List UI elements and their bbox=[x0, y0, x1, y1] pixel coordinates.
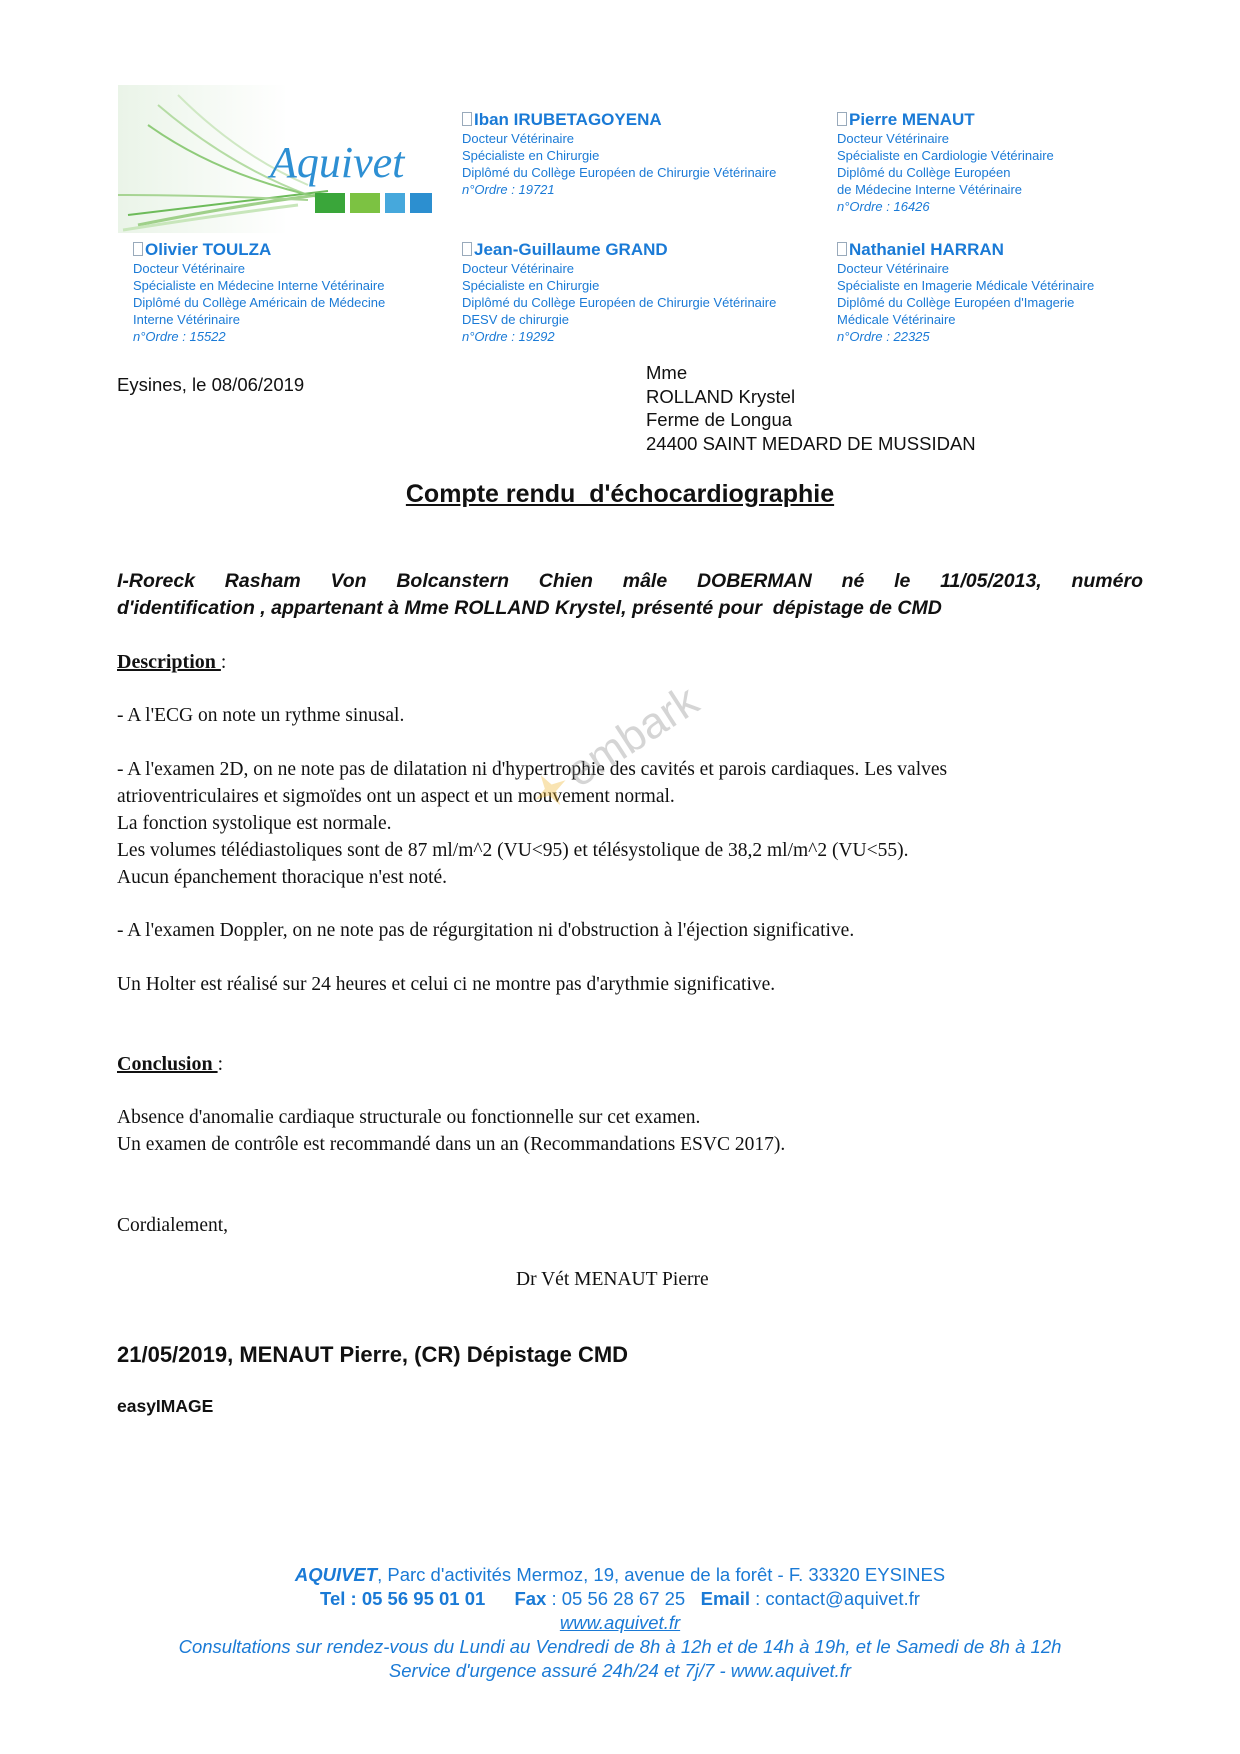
footer-tel: Tel : 05 56 95 01 01 bbox=[320, 1588, 486, 1609]
vet-name: Jean-Guillaume GRAND bbox=[474, 240, 668, 259]
heading-colon: : bbox=[217, 1054, 224, 1075]
checkbox-icon bbox=[462, 242, 472, 256]
vet-order-number: n°Ordre : 22325 bbox=[837, 329, 930, 344]
footer-fax-value: : 05 56 28 67 25 bbox=[546, 1588, 701, 1609]
footer-urgency: Service d'urgence assuré 24h/24 et 7j/7 - www.aquivet.fr bbox=[388, 1660, 852, 1681]
checkbox-icon bbox=[462, 112, 472, 126]
vet-diploma-cont: Interne Vétérinaire bbox=[133, 312, 240, 327]
vet-order-number: n°Ordre : 19721 bbox=[462, 182, 555, 197]
place-date: Eysines, le 08/06/2019 bbox=[117, 374, 305, 395]
vet-block-grand bbox=[462, 240, 776, 345]
checkbox-icon bbox=[133, 242, 143, 256]
vet-diploma: Diplômé du Collège Européen de Chirurgie Vétérinaire bbox=[462, 165, 777, 180]
logo-color-bar bbox=[315, 193, 345, 213]
checkbox-icon bbox=[837, 112, 847, 126]
record-line: 21/05/2019, MENAUT Pierre, (CR) Dépistage CMD bbox=[117, 1342, 629, 1367]
footer-website[interactable]: www.aquivet.fr bbox=[559, 1612, 681, 1633]
recipient-salutation: Mme bbox=[646, 362, 688, 383]
vet-name: Olivier TOULZA bbox=[145, 240, 272, 259]
vet-title: Docteur Vétérinaire bbox=[133, 261, 245, 276]
logo-color-bar bbox=[350, 193, 380, 213]
description-2d-line: La fonction systolique est normale. bbox=[117, 813, 392, 834]
footer-address bbox=[0, 1564, 1240, 1586]
conclusion-line: Absence d'anomalie cardiaque structurale ou fonctionnelle sur cet examen. bbox=[117, 1107, 701, 1128]
report-title: Compte rendu d'échocardiographie bbox=[405, 480, 835, 508]
description-2d-line: Aucun épanchement thoracique n'est noté. bbox=[117, 867, 448, 888]
heading-colon: : bbox=[220, 652, 227, 673]
patient-line-2: d'identification , appartenant à Mme ROLLAND Krystel, présenté pour dépistage de CMD bbox=[117, 597, 942, 619]
vet-specialty: Spécialiste en Médecine Interne Vétérinaire bbox=[133, 278, 385, 293]
vet-diploma-cont: Médicale Vétérinaire bbox=[837, 312, 956, 327]
footer-hours: Consultations sur rendez-vous du Lundi au Vendredi de 8h à 12h et de 14h à 19h, et le Samedi de 8h à 12h bbox=[178, 1636, 1062, 1657]
vet-order-number: n°Ordre : 19292 bbox=[462, 329, 555, 344]
vet-specialty: Spécialiste en Chirurgie bbox=[462, 278, 600, 293]
footer-email-value[interactable]: : contact@aquivet.fr bbox=[749, 1588, 920, 1609]
vet-title: Docteur Vétérinaire bbox=[462, 131, 574, 146]
vet-block-harran bbox=[837, 240, 1094, 345]
closing: Cordialement, bbox=[117, 1215, 229, 1236]
description-heading: Description bbox=[117, 651, 221, 673]
conclusion-text bbox=[117, 1104, 785, 1158]
vet-title: Docteur Vétérinaire bbox=[837, 261, 949, 276]
logo-color-bar bbox=[385, 193, 405, 213]
description-2d-line: - A l'examen 2D, on ne note pas de dilatation ni d'hypertrophie des cavités et parois cardiaques. Les valves bbox=[117, 759, 948, 780]
signature: Dr Vét MENAUT Pierre bbox=[516, 1269, 709, 1290]
vet-specialty: Spécialiste en Imagerie Médicale Vétérinaire bbox=[837, 278, 1095, 293]
patient-info bbox=[117, 568, 1143, 622]
embark-watermark-text: embark bbox=[557, 675, 708, 797]
vet-name: Nathaniel HARRAN bbox=[849, 240, 1004, 259]
vet-block-menaut bbox=[837, 110, 1054, 215]
footer-company: AQUIVET bbox=[294, 1564, 378, 1585]
recipient-street: Ferme de Longua bbox=[646, 409, 793, 430]
footer-fax-label: Fax bbox=[514, 1588, 547, 1609]
logo-wordmark: Aquivet bbox=[270, 138, 405, 187]
vet-order-number: n°Ordre : 16426 bbox=[837, 199, 930, 214]
description-ecg: - A l'ECG on note un rythme sinusal. bbox=[117, 705, 405, 726]
recipient-city: 24400 SAINT MEDARD DE MUSSIDAN bbox=[646, 432, 976, 454]
recipient-name: ROLLAND Krystel bbox=[646, 385, 796, 407]
conclusion-line: Un examen de contrôle est recommandé dans un an (Recommandations ESVC 2017). bbox=[117, 1134, 786, 1155]
vet-name: Iban IRUBETAGOYENA bbox=[474, 110, 662, 129]
recipient-address bbox=[646, 361, 976, 455]
description-holter: Un Holter est réalisé sur 24 heures et celui ci ne montre pas d'arythmie significative. bbox=[117, 974, 776, 995]
footer-address-text: , Parc d'activités Mermoz, 19, avenue de la forêt - F. 33320 EYSINES bbox=[377, 1564, 946, 1585]
description-doppler: - A l'examen Doppler, on ne note pas de régurgitation ni d'obstruction à l'éjection significative. bbox=[117, 920, 855, 941]
vet-block-irubetagoyena bbox=[462, 110, 776, 198]
vet-desv: DESV de chirurgie bbox=[462, 312, 569, 327]
vet-title: Docteur Vétérinaire bbox=[462, 261, 574, 276]
vet-specialty: Spécialiste en Cardiologie Vétérinaire bbox=[837, 148, 1054, 163]
software-name: easyIMAGE bbox=[117, 1396, 214, 1416]
vet-diploma: Diplômé du Collège Européen d'Imagerie bbox=[837, 295, 1075, 310]
vet-block-toulza bbox=[133, 240, 385, 345]
description-heading-row bbox=[117, 649, 226, 676]
patient-line-1: I-Roreck Rasham Von Bolcanstern Chien mâle DOBERMAN né le 11/05/2013, numéro bbox=[117, 570, 1143, 592]
conclusion-heading: Conclusion bbox=[117, 1053, 218, 1075]
vet-name: Pierre MENAUT bbox=[849, 110, 975, 129]
aquivet-logo bbox=[118, 85, 440, 233]
footer-email-label: Email bbox=[700, 1588, 750, 1609]
description-2d-line: atrioventriculaires et sigmoïdes ont un aspect et un mouvement normal. bbox=[117, 786, 675, 807]
vet-specialty: Spécialiste en Chirurgie bbox=[462, 148, 600, 163]
vet-diploma-cont: de Médecine Interne Vétérinaire bbox=[837, 182, 1023, 197]
footer-contact bbox=[0, 1588, 1240, 1610]
conclusion-heading-row bbox=[117, 1051, 223, 1078]
description-2d-line: Les volumes télédiastoliques sont de 87 ml/m^2 (VU<95) et télésystolique de 38,2 ml/m^2 (VU<55). bbox=[117, 840, 909, 861]
checkbox-icon bbox=[837, 242, 847, 256]
vet-diploma: Diplômé du Collège Européen bbox=[837, 165, 1011, 180]
vet-title: Docteur Vétérinaire bbox=[837, 131, 949, 146]
vet-order-number: n°Ordre : 15522 bbox=[133, 329, 226, 344]
logo-color-bar bbox=[410, 193, 432, 213]
vet-diploma: Diplômé du Collège Américain de Médecine bbox=[133, 295, 386, 310]
vet-diploma: Diplômé du Collège Européen de Chirurgie Vétérinaire bbox=[462, 295, 777, 310]
